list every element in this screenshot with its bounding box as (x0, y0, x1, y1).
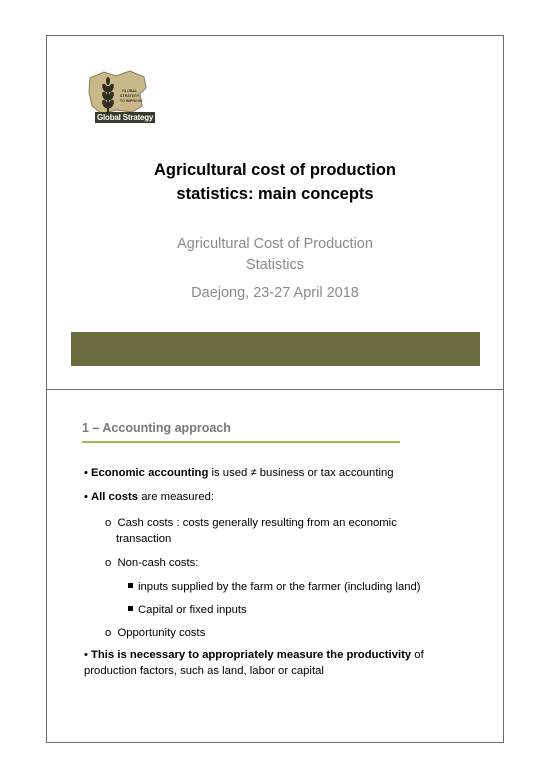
bullet-bold-text: This is necessary to appropriately measure the productivity (90, 649, 412, 661)
logo-label: Global Strategy (97, 113, 154, 122)
bullet-bold-text: All costs (90, 491, 139, 503)
logo-small-line-3: TO IMPROVE (120, 99, 143, 103)
heading-underline (82, 441, 400, 443)
bullet-marker: • (84, 491, 88, 503)
sub-bullet-text: Cash costs : costs generally resulting from an economic (117, 517, 397, 529)
slide-title-line-1: Agricultural cost of production (154, 161, 396, 179)
bullet-text: is used ≠ business or tax accounting (208, 467, 394, 479)
bullet-marker: • (84, 649, 88, 661)
place-date: Daejong, 23-27 April 2018 (191, 285, 359, 301)
tertiary-bullet-text: inputs supplied by the farm or the farmer (including land) (138, 581, 421, 593)
sub-bullet-cash-costs-cont: transaction (116, 533, 172, 545)
section-heading: 1 – Accounting approach (82, 421, 231, 435)
bullet-productivity-cont: production factors, such as land, labor or capital (84, 665, 324, 677)
olive-banner (71, 332, 480, 366)
logo-small-line-2: STRATEGY (120, 94, 140, 98)
square-bullet-icon (128, 583, 133, 588)
sub-bullet-marker: o (105, 627, 112, 639)
slide-subtitle (46, 234, 504, 304)
square-bullet-icon (128, 606, 133, 611)
slide-divider (46, 389, 504, 390)
sub-bullet-marker: o (105, 517, 112, 529)
subtitle-line-1: Agricultural Cost of Production (177, 236, 373, 252)
sub-bullet-cash-costs (105, 516, 397, 531)
subtitle-line-2: Statistics (245, 257, 304, 273)
bullet-text: are measured: (138, 491, 215, 503)
bullet-economic-accounting (84, 466, 394, 481)
sub-bullet-non-cash-costs (105, 556, 198, 571)
slide-title (46, 158, 504, 206)
bullet-text: of (411, 649, 424, 661)
logo-small-line-1: GLOBAL (122, 89, 138, 93)
sub-bullet-marker: o (105, 557, 112, 569)
tertiary-bullet-text: Capital or fixed inputs (138, 604, 247, 616)
slide-title-line-2: statistics: main concepts (176, 185, 374, 203)
bullet-all-costs (84, 490, 214, 505)
tertiary-bullet-capital (128, 603, 247, 618)
tertiary-bullet-inputs (128, 580, 421, 595)
sub-bullet-text: Non-cash costs: (117, 557, 199, 569)
sub-bullet-text: Opportunity costs (117, 627, 206, 639)
sub-bullet-opportunity-costs (105, 626, 205, 641)
bullet-marker: • (84, 467, 88, 479)
bullet-bold-text: Economic accounting (90, 467, 209, 479)
bullet-productivity (84, 648, 424, 663)
